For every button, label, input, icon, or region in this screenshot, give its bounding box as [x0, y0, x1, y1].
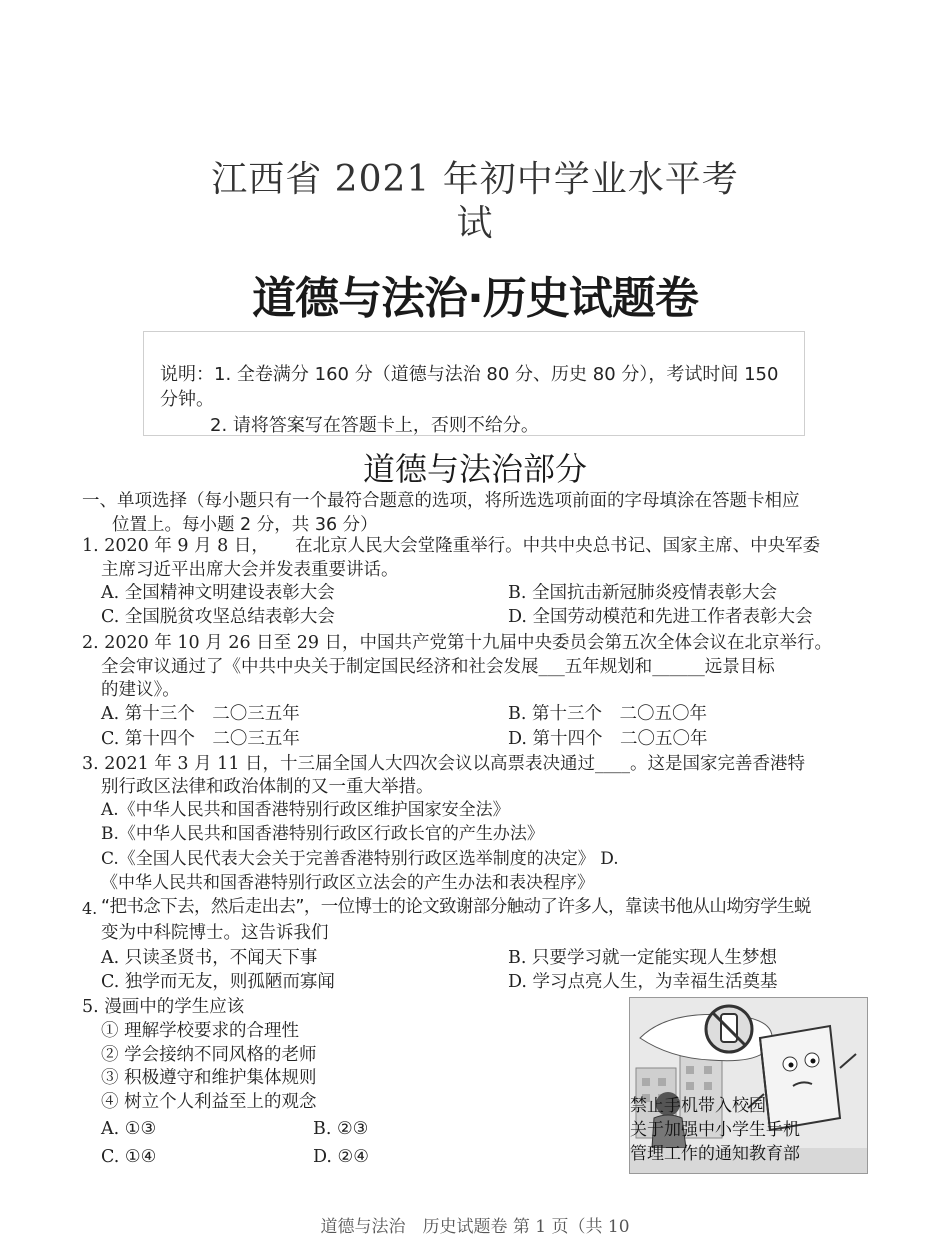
- q2-option-d: D. 第十四个 二〇五〇年: [508, 729, 708, 749]
- q5-statement-4: ④ 树立个人利益至上的观念: [101, 1092, 317, 1112]
- part-heading-line1: 一、单项选择（每小题只有一个最符合题意的选项，将所选选项前面的字母填涂在答题卡相应: [82, 491, 800, 511]
- q5-statement-3: ③ 积极遵守和维护集体规则: [101, 1068, 317, 1088]
- cartoon-caption-2: 关于加强中小学生手机: [630, 1120, 800, 1140]
- q2-option-a: A. 第十三个 二〇三五年: [101, 704, 300, 724]
- part-heading-line2: 位置上。每小题 2 分，共 36 分）: [112, 515, 378, 535]
- q1-stem-line1: 1. 2020 年 9 月 8 日， 在北京人民大会堂隆重举行。中共中央总书记、国家主席、中央军委: [82, 536, 821, 556]
- q5-stem: 5. 漫画中的学生应该: [82, 997, 245, 1017]
- exam-subtitle: 道德与法治·历史试题卷: [252, 273, 698, 324]
- q2-stem-line3: 的建议》。: [101, 680, 180, 700]
- cartoon-caption-1: 禁止手机带入校园: [630, 1096, 766, 1116]
- q4-option-c: C. 独学而无友，则孤陋而寡闻: [101, 972, 335, 992]
- q5-option-d: D. ②④: [313, 1147, 369, 1167]
- q3-option-a: A.《中华人民共和国香港特别行政区维护国家安全法》: [101, 800, 510, 820]
- exam-title: [0, 158, 950, 246]
- q1-option-b: B. 全国抗击新冠肺炎疫情表彰大会: [508, 583, 777, 603]
- q4-stem-line2-tail: 这告诉我们: [241, 923, 329, 943]
- q5-option-b: B. ②③: [313, 1119, 369, 1139]
- exam-title-line1: 江西省 2021 年初中学业水平考: [211, 159, 739, 200]
- q1-option-d: D. 全国劳动模范和先进工作者表彰大会: [508, 607, 813, 627]
- exam-title-line2: 试: [456, 203, 494, 244]
- section-title: 道德与法治部分: [362, 450, 587, 488]
- q4-option-a: A. 只读圣贤书，不闻天下事: [101, 948, 318, 968]
- q5-statement-1: ① 理解学校要求的合理性: [101, 1021, 300, 1041]
- q1-stem-line2: 主席习近平出席大会并发表重要讲话。: [101, 560, 399, 580]
- q2-stem-line1: 2. 2020 年 10 月 26 日至 29 日，中国共产党第十九届中央委员会第五次全体会议在北京举行。: [82, 633, 833, 653]
- q3-option-d: 《中华人民共和国香港特别行政区立法会的产生办法和表决程序》: [101, 873, 594, 893]
- cartoon-caption-3: 管理工作的通知教育部: [630, 1144, 800, 1164]
- instructions-box: [143, 331, 805, 436]
- instruction-line-2: 2. 请将答案写在答题卡上，否则不给分。: [210, 415, 539, 436]
- q5-statement-2: ② 学会接纳不同风格的老师: [101, 1045, 317, 1065]
- q3-option-c: C.《全国人民代表大会关于完善香港特别行政区选举制度的决定》 D.: [101, 849, 619, 869]
- no-phone-icon: [706, 1006, 752, 1052]
- q2-option-b: B. 第十三个 二〇五〇年: [508, 704, 707, 724]
- part-heading: [82, 489, 882, 537]
- instruction-line-1: 说明：1. 全卷满分 160 分（道德与法治 80 分、历史 80 分），考试时间 150 分钟。: [160, 364, 779, 410]
- q1-option-c: C. 全国脱贫攻坚总结表彰大会: [101, 607, 335, 627]
- q4-stem-line2: [101, 922, 329, 945]
- q4-option-d: D. 学习点亮人生，为幸福生活奠基: [508, 972, 778, 992]
- q5-option-c: C. ①④: [101, 1147, 157, 1167]
- q4-option-b: B. 只要学习就一定能实现人生梦想: [508, 948, 777, 968]
- q4-stem-line2-quote: 变为中科院博士。: [101, 923, 241, 943]
- q4-stem-line1: “把书念下去，然后走出去”，一位博士的论文致谢部分触动了许多人，靠读书他从山坳穷学生蜕: [101, 897, 811, 917]
- q2-option-c: C. 第十四个 二〇三五年: [101, 729, 300, 749]
- q4-number: 4.: [82, 899, 98, 918]
- page-footer: 道德与法治 历史试题卷 第 1 页（共 10: [320, 1217, 630, 1237]
- q1-option-a: A. 全国精神文明建设表彰大会: [101, 583, 335, 603]
- q3-stem-line1: 3. 2021 年 3 月 11 日，十三届全国人大四次会议以高票表决通过____。这是国家完善香港特: [82, 754, 806, 774]
- q5-option-a: A. ①③: [101, 1119, 157, 1139]
- q2-stem-line2: 全会审议通过了《中共中央关于制定国民经济和社会发展___五年规划和______远景目标: [101, 657, 775, 677]
- cartoon-image: [629, 997, 868, 1174]
- q3-option-b: B.《中华人民共和国香港特别行政区行政长官的产生办法》: [101, 824, 544, 844]
- q3-stem-line2: 别行政区法律和政治体制的又一重大举措。: [101, 777, 434, 797]
